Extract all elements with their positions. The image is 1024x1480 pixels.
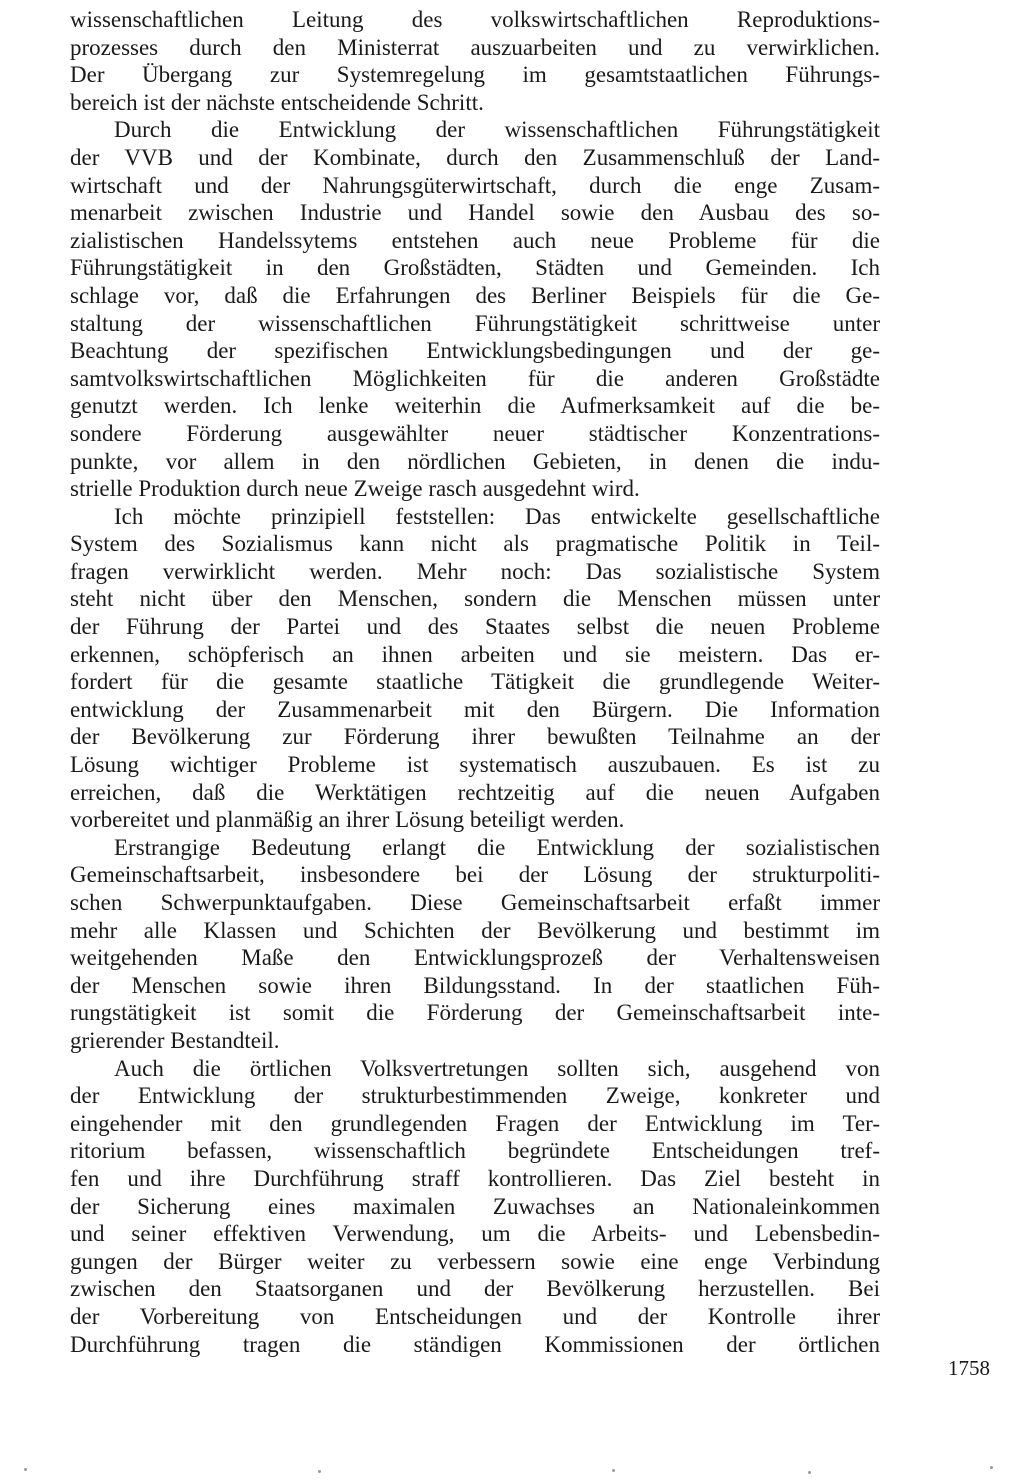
text-line: ritorium befassen, wissenschaftlich begründete Entscheidungen tref- — [70, 1138, 880, 1164]
text-line: der VVB und der Kombinate, durch den Zusammenschluß der Land- — [70, 144, 880, 170]
text-line: steht nicht über den Menschen, sondern die Menschen müssen unter — [70, 586, 880, 612]
scan-speck — [612, 1469, 615, 1472]
text-line: Gemeinschaftsarbeit, insbesondere bei der Lösung der strukturpoliti- — [70, 862, 880, 888]
text-line: entwicklung der Zusammenarbeit mit den Bürgern. Die Information — [70, 696, 880, 722]
text-line: Durchführung tragen die ständigen Kommissionen der örtlichen — [70, 1331, 880, 1357]
text-line: prozesses durch den Ministerrat auszuarbeiten und zu verwirklichen. — [70, 34, 880, 60]
paragraph — [70, 834, 880, 1055]
text-line: schen Schwerpunktaufgaben. Diese Gemeinschaftsarbeit erfaßt immer — [70, 890, 880, 915]
text-line: vorbereitet und planmäßig an ihrer Lösung beteiligt werden. — [70, 807, 625, 833]
text-line: der Entwicklung der strukturbestimmenden Zweige, konkreter und — [70, 1083, 880, 1109]
text-line: sondere Förderung ausgewählter neuer städtischer Konzentrations- — [70, 420, 880, 446]
scan-speck — [808, 1471, 811, 1474]
text-line: wirtschaft und der Nahrungsgüterwirtschaft, durch die enge Zusam- — [70, 172, 880, 198]
text-line: Der Übergang zur Systemregelung im gesamtstaatlichen Führungs- — [70, 62, 880, 88]
text-line: punkte, vor allem in den nördlichen Gebieten, in denen die indu- — [70, 448, 880, 474]
text-line: mehr alle Klassen und Schichten der Bevölkerung und bestimmt im — [70, 917, 880, 943]
scan-speck — [990, 1466, 993, 1469]
paragraph — [70, 6, 880, 116]
text-line: fragen verwirklicht werden. Mehr noch: Das sozialistische System — [70, 558, 880, 584]
text-line: strielle Produktion durch neue Zweige rasch ausgedehnt wird. — [70, 476, 640, 502]
text-line: menarbeit zwischen Industrie und Handel sowie den Ausbau des so- — [70, 200, 880, 226]
text-line: rungstätigkeit ist somit die Förderung der Gemeinschaftsarbeit inte- — [70, 1000, 880, 1026]
text-line: der Menschen sowie ihren Bildungsstand. In der staatlichen Füh- — [70, 972, 880, 998]
body-text — [70, 6, 880, 1358]
scan-speck — [318, 1470, 321, 1473]
text-line: Durch die Entwicklung der wissenschaftlichen Führungstätigkeit — [114, 117, 880, 143]
text-line: grierender Bestandteil. — [70, 1027, 280, 1053]
text-line: der Führung der Partei und des Staates selbst die neuen Probleme — [70, 614, 880, 640]
text-line: zialistischen Handelssytems entstehen auch neue Probleme für die — [70, 227, 880, 253]
text-line: Beachtung der spezifischen Entwicklungsbedingungen und der ge- — [70, 338, 880, 364]
text-line: Lösung wichtiger Probleme ist systematisch auszubauen. Es ist zu — [70, 752, 880, 778]
text-line: erkennen, schöpferisch an ihnen arbeiten und sie meistern. Das er- — [70, 641, 880, 667]
text-line: Erstrangige Bedeutung erlangt die Entwicklung der sozialistischen — [114, 834, 880, 860]
text-line: Führungstätigkeit in den Großstädten, Städten und Gemeinden. Ich — [70, 255, 880, 281]
text-line: fordert für die gesamte staatliche Tätigkeit die grundlegende Weiter- — [70, 669, 880, 695]
text-line: Auch die örtlichen Volksvertretungen sollten sich, ausgehend von — [114, 1055, 880, 1081]
text-line: wissenschaftlichen Leitung des volkswirtschaftlichen Reproduktions- — [70, 7, 880, 32]
text-line: der Vorbereitung von Entscheidungen und der Kontrolle ihrer — [70, 1303, 880, 1329]
text-line: schlage vor, daß die Erfahrungen des Berliner Beispiels für die Ge- — [70, 282, 880, 308]
text-line: gungen der Bürger weiter zu verbessern sowie eine enge Verbindung — [70, 1248, 880, 1274]
text-line: der Bevölkerung zur Förderung ihrer bewußten Teilnahme an der — [70, 724, 880, 750]
text-line: zwischen den Staatsorganen und der Bevölkerung herzustellen. Bei — [70, 1276, 880, 1302]
text-line: Ich möchte prinzipiell feststellen: Das entwickelte gesellschaftliche — [114, 503, 880, 529]
paragraph — [70, 116, 880, 502]
text-line: eingehender mit den grundlegenden Fragen der Entwicklung im Ter- — [70, 1110, 880, 1136]
paragraph — [70, 503, 880, 834]
scan-speck — [24, 1468, 27, 1471]
text-line: staltung der wissenschaftlichen Führungstätigkeit schrittweise unter — [70, 310, 880, 336]
text-line: weitgehenden Maße den Entwicklungsprozeß der Verhaltensweisen — [70, 945, 880, 971]
text-line: bereich ist der nächste entscheidende Schritt. — [70, 89, 484, 115]
text-line: fen und ihre Durchführung straff kontrollieren. Das Ziel besteht in — [70, 1165, 880, 1191]
text-line: und seiner effektiven Verwendung, um die Arbeits- und Lebensbedin- — [70, 1221, 880, 1247]
text-line: erreichen, daß die Werktätigen rechtzeitig auf die neuen Aufgaben — [70, 779, 880, 805]
text-line: der Sicherung eines maximalen Zuwachses an Nationaleinkommen — [70, 1193, 880, 1219]
text-line: System des Sozialismus kann nicht als pragmatische Politik in Teil- — [70, 531, 880, 557]
page-number: 1758 — [948, 1356, 990, 1380]
paragraph — [70, 1055, 880, 1359]
text-line: samtvolkswirtschaftlichen Möglichkeiten für die anderen Großstädte — [70, 365, 880, 391]
text-line: genutzt werden. Ich lenke weiterhin die Aufmerksamkeit auf die be- — [70, 393, 880, 419]
